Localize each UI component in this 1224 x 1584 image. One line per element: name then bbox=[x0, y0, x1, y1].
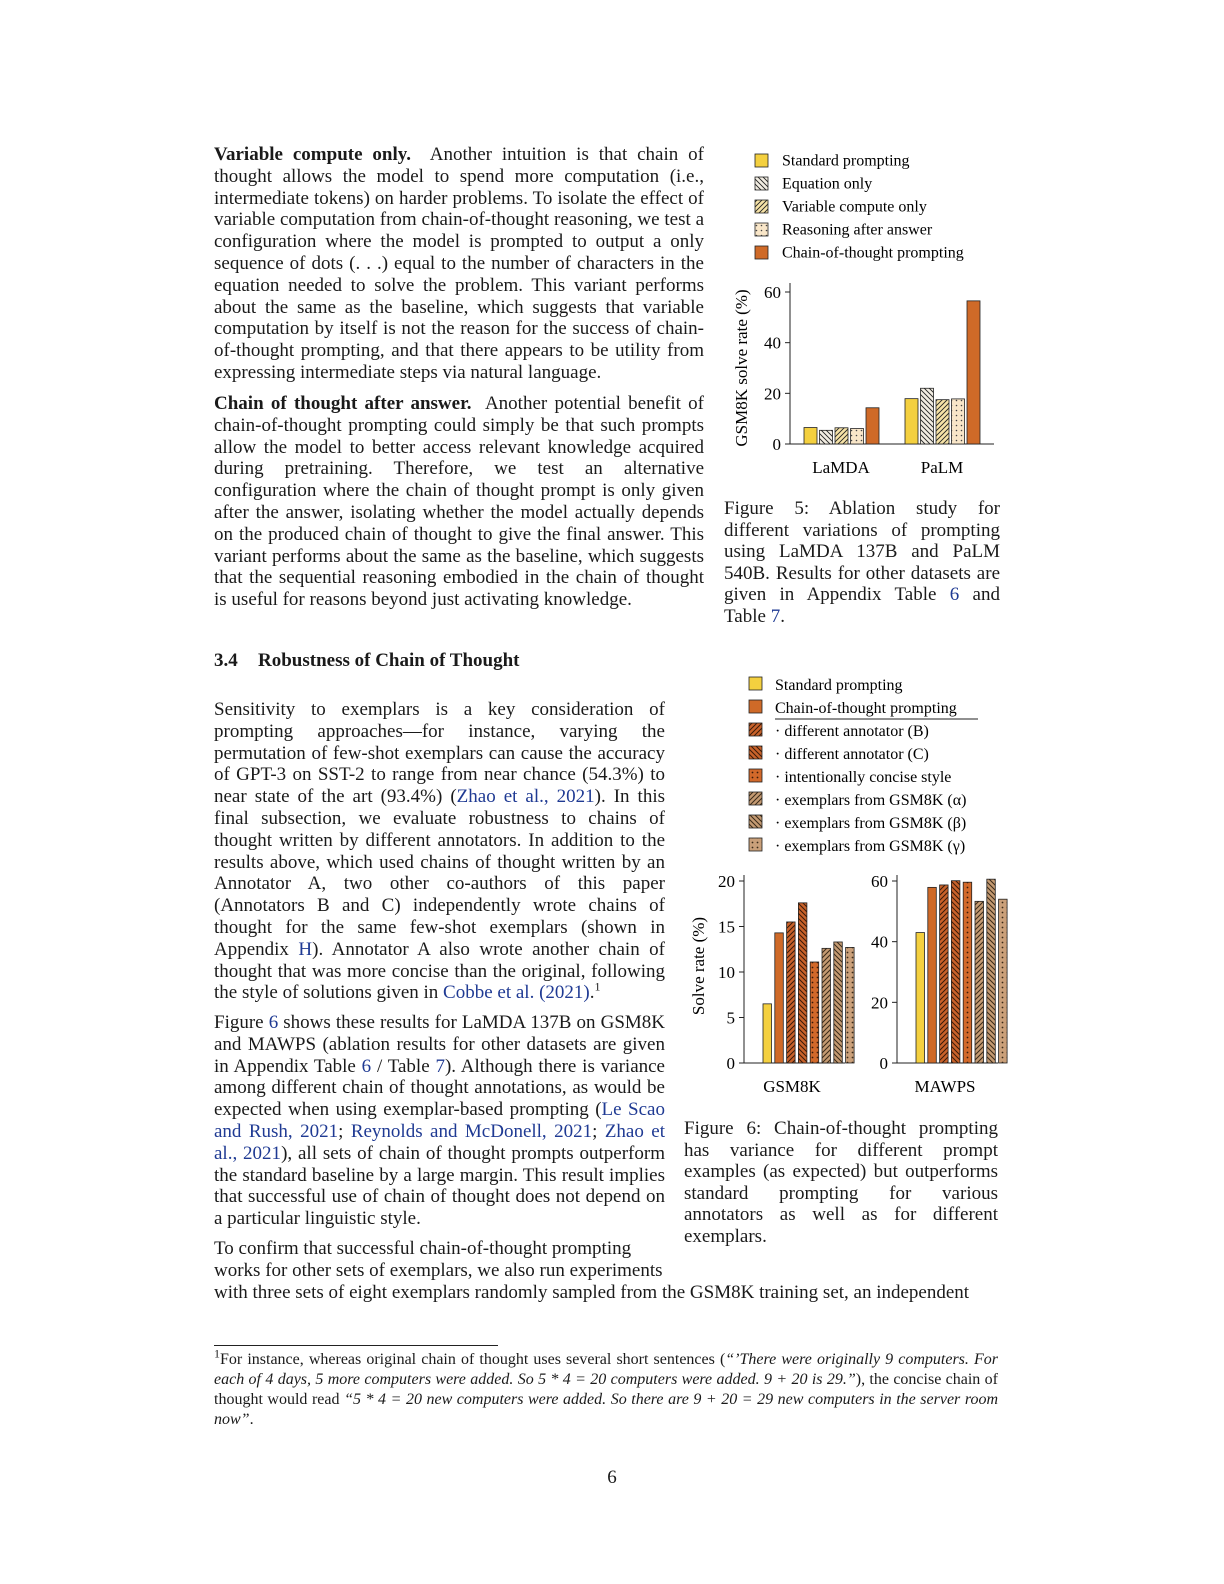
bar bbox=[835, 428, 848, 444]
x-axis-label-mawps: MAWPS bbox=[914, 1077, 976, 1096]
bar bbox=[763, 1004, 772, 1063]
y-axis-label: Solve rate (%) bbox=[689, 916, 708, 1016]
paragraph-text: . bbox=[589, 982, 595, 1004]
citation-link[interactable]: Cobbe et al. (2021) bbox=[443, 982, 590, 1004]
paragraph-cot-after-answer bbox=[214, 393, 704, 611]
bar bbox=[951, 881, 960, 1063]
legend-swatch-reasoning-after bbox=[755, 223, 768, 236]
footnote-text: For instance, whereas original chain of thought uses several short sentences ( bbox=[220, 1351, 726, 1368]
footnote-text: ), the concise chain of thought would read bbox=[214, 1371, 998, 1408]
paragraph-variable-compute bbox=[214, 144, 704, 384]
bar bbox=[967, 301, 980, 444]
table-link[interactable]: 6 bbox=[361, 1055, 372, 1077]
legend-label: · intentionally concise style bbox=[775, 769, 952, 786]
bar bbox=[866, 408, 879, 444]
legend-label: · exemplars from GSM8K (α) bbox=[775, 792, 967, 809]
legend-swatch-cot bbox=[749, 700, 762, 713]
figure-6-legend bbox=[749, 677, 978, 855]
y-tick-label: 5 bbox=[726, 1008, 735, 1028]
y-tick-label: 40 bbox=[764, 333, 781, 353]
y-tick-label: 60 bbox=[764, 283, 781, 302]
legend-label: · exemplars from GSM8K (β) bbox=[775, 815, 967, 832]
bar bbox=[822, 948, 831, 1063]
legend-label: · different annotator (B) bbox=[775, 723, 929, 740]
figure-5-chart bbox=[724, 148, 1014, 493]
caption-text: . bbox=[780, 605, 785, 627]
legend-swatch-standard bbox=[749, 677, 762, 690]
y-tick-label: 0 bbox=[772, 435, 781, 454]
legend-swatch-concise bbox=[749, 769, 762, 782]
footnote-text: . bbox=[249, 1411, 254, 1428]
gsm8k-bars bbox=[763, 903, 854, 1063]
legend-swatch-annotator-c bbox=[749, 746, 762, 759]
paragraph-text: ; bbox=[592, 1120, 605, 1142]
paragraph-robustness-1 bbox=[214, 699, 665, 1004]
mawps-y-ticks bbox=[871, 872, 897, 1073]
section-title: Robustness of Chain of Thought bbox=[258, 650, 520, 671]
citation-link[interactable]: Reynolds and McDonell, 2021 bbox=[350, 1120, 593, 1142]
bars bbox=[804, 301, 980, 444]
section-heading bbox=[214, 650, 520, 672]
paragraph-text: Another potential benefit of chain-of-thought prompting could simply be that such prompts allow the model to better access relevant knowledge acquired during pretraining. Therefore, we test an alternative configuration where the chain of thought prompt is only given after the answer, isolating whether the model actually depends on the produced chain of thought to give the final answer. This variant performs about the same as the baseline, which suggests that the sequential reasoning embodied in the chain of thought is useful for reasons beyond just activating knowledge. bbox=[214, 393, 704, 611]
section-number: 3.4 bbox=[214, 650, 238, 671]
appendix-link[interactable]: H bbox=[298, 938, 313, 960]
paragraph-title: Variable compute only. bbox=[214, 144, 411, 165]
footnote bbox=[214, 1346, 999, 1430]
footnote-marker[interactable]: 1 bbox=[594, 980, 601, 995]
paragraph-text: ). In this final subsection, we evaluate robustness to chains of thought written by different annotators. In addition to the results above, which used chains of thought written by an Annotator A, two other co-authors of this paper (Annotators B and C) independently wrote chains of thought for the same few-shot exemplars (shown in Appendix bbox=[214, 786, 665, 960]
bar bbox=[775, 933, 784, 1063]
bar bbox=[999, 899, 1008, 1063]
paragraph-title: Chain of thought after answer. bbox=[214, 393, 472, 414]
bar bbox=[820, 430, 833, 444]
legend-label: Equation only bbox=[782, 175, 873, 193]
legend-swatch-variable-compute bbox=[755, 200, 768, 213]
legend-label: Chain-of-thought prompting bbox=[782, 244, 964, 262]
legend-swatch-standard bbox=[755, 154, 768, 167]
bar bbox=[798, 903, 807, 1063]
bar bbox=[810, 962, 819, 1063]
x-tick-label-lamda: LaMDA bbox=[812, 458, 870, 477]
legend-swatch-beta bbox=[749, 815, 762, 828]
figure-6-caption: Figure 6: Chain-of-thought prompting has variance for different prompt examples (as expected) but outperforms standard prompting for various annotators as well as for different exemplars. bbox=[684, 1118, 998, 1247]
paragraph-robustness-2 bbox=[214, 1012, 665, 1230]
citation-link[interactable]: Le Scao and Rush, 2021 bbox=[214, 1099, 665, 1142]
figure-5-caption bbox=[724, 498, 1000, 628]
y-tick-label: 40 bbox=[871, 932, 888, 952]
legend-label: · exemplars from GSM8K (γ) bbox=[775, 838, 966, 855]
y-tick-label: 10 bbox=[718, 963, 735, 982]
legend-swatch-annotator-b bbox=[749, 723, 762, 736]
paragraph-text: ), all sets of chain of thought prompts outperform the standard baseline by a large margin. This result implies that successful use of chain of thought does not depend on a particular linguistic style. bbox=[214, 1142, 665, 1230]
caption-text: and Table bbox=[724, 584, 1000, 627]
paragraph-text: shows these results for LaMDA 137B on GSM8K and MAWPS (ablation results for other datasets are given in Appendix Table bbox=[214, 1012, 665, 1077]
bar bbox=[916, 933, 925, 1063]
paragraph-text: ). Although there is variance among different chain of thought annotations, as would be expected when using exemplar-based prompting ( bbox=[214, 1055, 665, 1121]
figure-6-chart bbox=[680, 670, 1010, 1108]
legend-label: Standard prompting bbox=[782, 152, 910, 170]
paragraph-text: ). Annotator A also wrote another chain of thought that was more concise than the original, following the style of solutions given in bbox=[214, 938, 665, 1004]
footnote-quote: “5 * 4 = 20 new computers were added. So there are 9 + 20 = 29 new computers in the server room now” bbox=[214, 1391, 999, 1428]
bar bbox=[936, 400, 949, 444]
x-tick-label-palm: PaLM bbox=[920, 458, 964, 477]
mawps-bars bbox=[916, 879, 1007, 1063]
paragraph-text: Sensitivity to exemplars is a key consideration of prompting approaches—for instance, varying the permutation of few-shot exemplars can cause the accuracy of GPT-3 on SST-2 to range from near chance (54.3%) to near state of the art (93.4%) ( bbox=[214, 699, 665, 808]
footnote-mark: 1 bbox=[214, 1346, 220, 1361]
legend-swatch-alpha bbox=[749, 792, 762, 805]
bar bbox=[952, 399, 965, 444]
citation-link[interactable]: Zhao et al., 2021 bbox=[456, 786, 595, 808]
paragraph-line: works for other sets of exemplars, we also run experiments bbox=[214, 1260, 663, 1281]
legend-swatch-cot bbox=[755, 246, 768, 259]
paragraph-line: with three sets of eight exemplars randomly sampled from the GSM8K training set, an independent bbox=[214, 1282, 970, 1303]
page-number: 6 bbox=[607, 1467, 617, 1488]
footnote-quote: “’There were originally 9 computers. For each of 4 days, 5 more computers were added. So 5 * 4 = 20 computers were added. 9 + 20 is 29.” bbox=[214, 1351, 999, 1388]
y-tick-label: 0 bbox=[726, 1054, 735, 1073]
y-tick-label: 15 bbox=[718, 917, 735, 937]
y-tick-label: 20 bbox=[871, 993, 888, 1013]
footnote-rule bbox=[214, 1345, 498, 1346]
legend-swatch-equation-only bbox=[755, 177, 768, 190]
legend-label: Reasoning after answer bbox=[782, 221, 933, 239]
legend-label: Standard prompting bbox=[775, 677, 903, 694]
bar bbox=[846, 947, 855, 1063]
bar bbox=[787, 922, 796, 1063]
citation-link[interactable]: Zhao et al., 2021 bbox=[214, 1120, 666, 1164]
paragraph-line: To confirm that successful chain-of-thought prompting bbox=[214, 1238, 632, 1259]
figure-link[interactable]: 6 bbox=[268, 1012, 279, 1033]
table-link[interactable]: 6 bbox=[949, 584, 960, 606]
bar bbox=[921, 388, 934, 444]
y-tick-label: 20 bbox=[718, 872, 735, 891]
table-link[interactable]: 7 bbox=[435, 1055, 445, 1077]
y-tick-label: 0 bbox=[879, 1054, 888, 1073]
bar bbox=[928, 887, 937, 1063]
legend-swatch-gamma bbox=[749, 838, 762, 851]
bar bbox=[975, 901, 984, 1063]
bar bbox=[940, 885, 949, 1063]
bar bbox=[851, 429, 864, 444]
legend-label: Chain-of-thought prompting bbox=[775, 700, 957, 717]
legend-label: · different annotator (C) bbox=[775, 746, 929, 763]
gsm8k-y-ticks bbox=[718, 872, 744, 1073]
bar bbox=[987, 879, 996, 1063]
y-tick-label: 20 bbox=[764, 384, 781, 404]
x-axis-label-gsm8k: GSM8K bbox=[763, 1077, 821, 1096]
figure-5-legend bbox=[755, 153, 964, 262]
paragraph-text: Another intuition is that chain of thought allows the model to spend more computation (i.e., intermediate tokens) on harder problems. To isolate the effect of variable computation from chain-of-thought reasoning, we test a configuration where the model is prompted to output a only sequence of dots (. . .) equal to the number of characters in the equation needed to solve the problem. This variant performs about the same as the baseline, which suggests that variable computation by itself is not the reason for the success of chain-of-thought prompting, and that there appears to be utility from expressing intermediate steps via natural language. bbox=[214, 144, 704, 383]
y-axis-label: GSM8K solve rate (%) bbox=[732, 289, 751, 447]
bar bbox=[804, 428, 817, 444]
table-link[interactable]: 7 bbox=[770, 605, 781, 627]
bar bbox=[905, 399, 918, 444]
paragraph-text: Figure bbox=[214, 1012, 269, 1033]
caption-text: Figure 5: Ablation study for different variations of prompting using LaMDA 137B and PaLM 540B. Results for other datasets are given in Appendix Table bbox=[724, 498, 1000, 606]
y-tick-label: 60 bbox=[871, 872, 888, 891]
paragraph-text: / Table bbox=[371, 1055, 436, 1077]
bar bbox=[963, 882, 972, 1063]
paragraph-text: ; bbox=[338, 1120, 351, 1142]
bar bbox=[834, 942, 843, 1063]
y-ticks bbox=[764, 283, 790, 454]
legend-label: Variable compute only bbox=[782, 198, 927, 216]
